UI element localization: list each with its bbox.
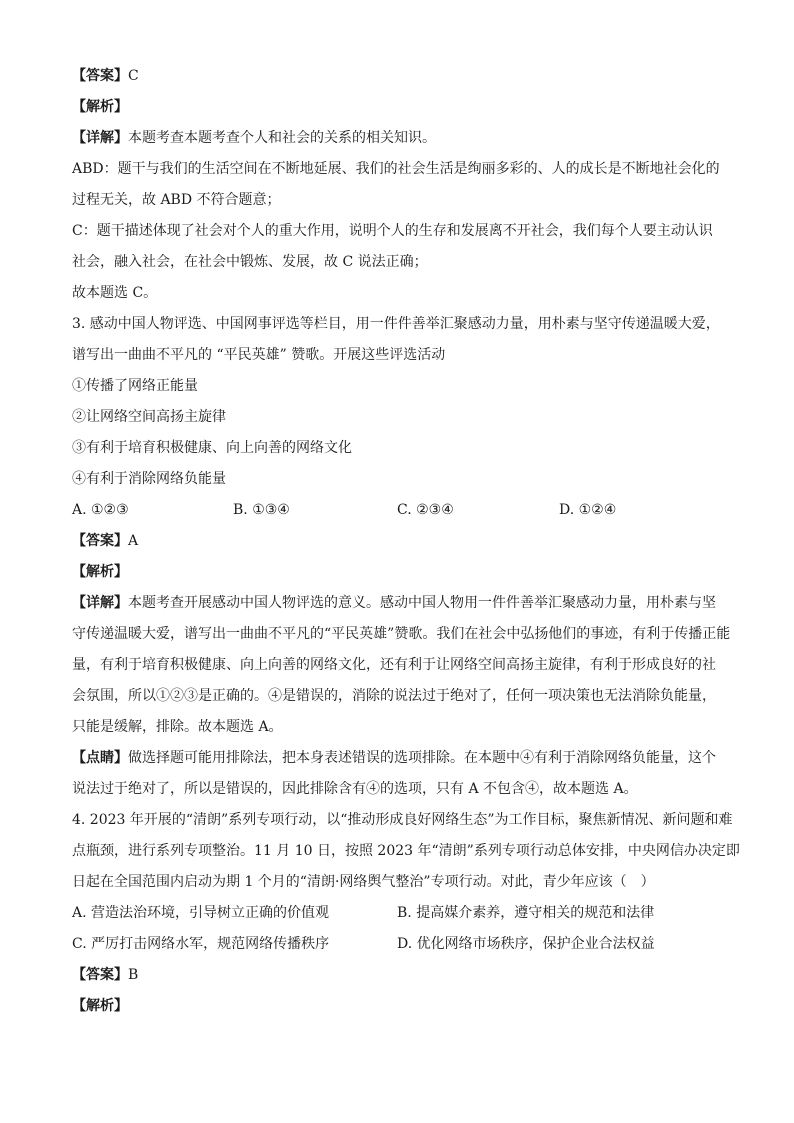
q2-answer-line [72,66,139,86]
q3-detail-line-3: 量，有利于培育积极健康、向上向善的网络文化，还有利于让网络空间高扬主旋律，有利于形成良好的社 [72,657,716,673]
q3-detail-text-1: 本题考查开展感动中国人物评选的意义。感动中国人物用一件件善举汇聚感动力量，用朴素与坚 [128,595,716,611]
q4-option-a: A. 营造法治环境，引导树立正确的价值观 [72,905,330,921]
q3-detail-line-4: 会氛围，所以①②③是正确的。④是错误的，消除的说法过于绝对了，任何一项决策也无法消除负能量， [72,688,716,704]
point-label: 【点睛】 [72,750,128,766]
q3-stem-line-1: 3. 感动中国人物评选、中国网事评选等栏目，用一件件善举汇聚感动力量，用朴素与坚守传递温暖大爱， [72,316,720,332]
q3-statement-2: ②让网络空间高扬主旋律 [72,409,226,425]
q2-detail-line-4: C：题干描述体现了社会对个人的重大作用，说明个人的生存和发展离不开社会，我们每个人要主动认识 [72,223,713,239]
q2-detail-line-5: 社会，融入社会，在社会中锻炼、发展，故 C 说法正确； [72,254,428,270]
analysis-label: 【解析】 [72,564,128,580]
q3-answer-line [72,531,138,551]
q2-detail-line-2: ABD：题干与我们的生活空间在不断地延展、我们的社会生活是绚丽多彩的、人的成长是不断地社会化的 [72,161,720,177]
answer-label: 【答案】 [72,68,128,84]
q3-detail-line-5: 只能是缓解，排除。故本题选 A。 [72,719,283,735]
q3-option-a: A. ①②③ [72,502,129,518]
q3-point-line-1 [72,748,716,768]
q3-option-b: B. ①③④ [233,502,290,518]
q3-point-text-1: 做选择题可能用排除法，把本身表述错误的选项排除。在本题中④有利于消除网络负能量，这个 [128,750,716,766]
q2-detail-line-1 [72,128,436,148]
q3-option-c: C. ②③④ [397,502,454,518]
q4-stem-line-2: 点瓶颈，进行系列专项整治。11 月 10 日，按照 2023 年“清朗”系列专项行动总体安排，中央网信办决定即 [72,843,740,859]
q3-answer-value: A [128,533,139,549]
q2-analysis-label [72,97,128,117]
q3-detail-line-2: 守传递温暖大爱，谱写出一曲曲不平凡的“平民英雄”赞歌。我们在社会中弘扬他们的事迹，有利于传播正能 [72,626,731,642]
q3-statement-1: ①传播了网络正能量 [72,378,198,394]
analysis-label: 【解析】 [72,998,128,1014]
q3-point-line-2: 说法过于绝对了，所以是错误的，因此排除含有④的选项，只有 A 不包含④，故本题选 A。 [72,781,638,797]
q4-answer-line [72,965,138,985]
answer-label: 【答案】 [72,967,128,983]
q4-analysis-label [72,996,128,1016]
q4-option-b: B. 提高媒介素养，遵守相关的规范和法律 [397,905,655,921]
detail-label: 【详解】 [72,595,128,611]
q2-answer-value: C [128,68,139,84]
q4-stem-line-3: 日起在全国范围内启动为期 1 个月的“清朗·网络舆气整治”专项行动。对此，青少年应该（ ） [72,874,655,890]
q3-stem-line-2: 谱写出一曲曲不平凡的 “平民英雄” 赞歌。开展这些评选活动 [72,347,446,363]
q2-detail-line-3: 过程无关，故 ABD 不符合题意； [72,192,281,208]
q4-answer-value: B [128,967,139,983]
q4-stem-line-1: 4. 2023 年开展的“清朗”系列专项行动，以“推动形成良好网络生态”为工作目标，聚焦新情况、新问题和难 [72,812,733,828]
q3-statement-4: ④有利于消除网络负能量 [72,471,226,487]
q4-option-c: C. 严厉打击网络水军，规范网络传播秩序 [72,936,330,952]
q4-option-d: D. 优化网络市场秩序，保护企业合法权益 [397,936,655,952]
q3-analysis-label [72,562,128,582]
q3-option-d: D. ①②④ [559,502,617,518]
answer-label: 【答案】 [72,533,128,549]
q2-detail-text-1: 本题考查本题考查个人和社会的关系的相关知识。 [128,130,436,146]
analysis-label: 【解析】 [72,99,128,115]
q2-detail-line-6: 故本题选 C。 [72,285,158,301]
q3-statement-3: ③有利于培育积极健康、向上向善的网络文化 [72,440,352,456]
q3-detail-line-1 [72,593,716,613]
detail-label: 【详解】 [72,130,128,146]
